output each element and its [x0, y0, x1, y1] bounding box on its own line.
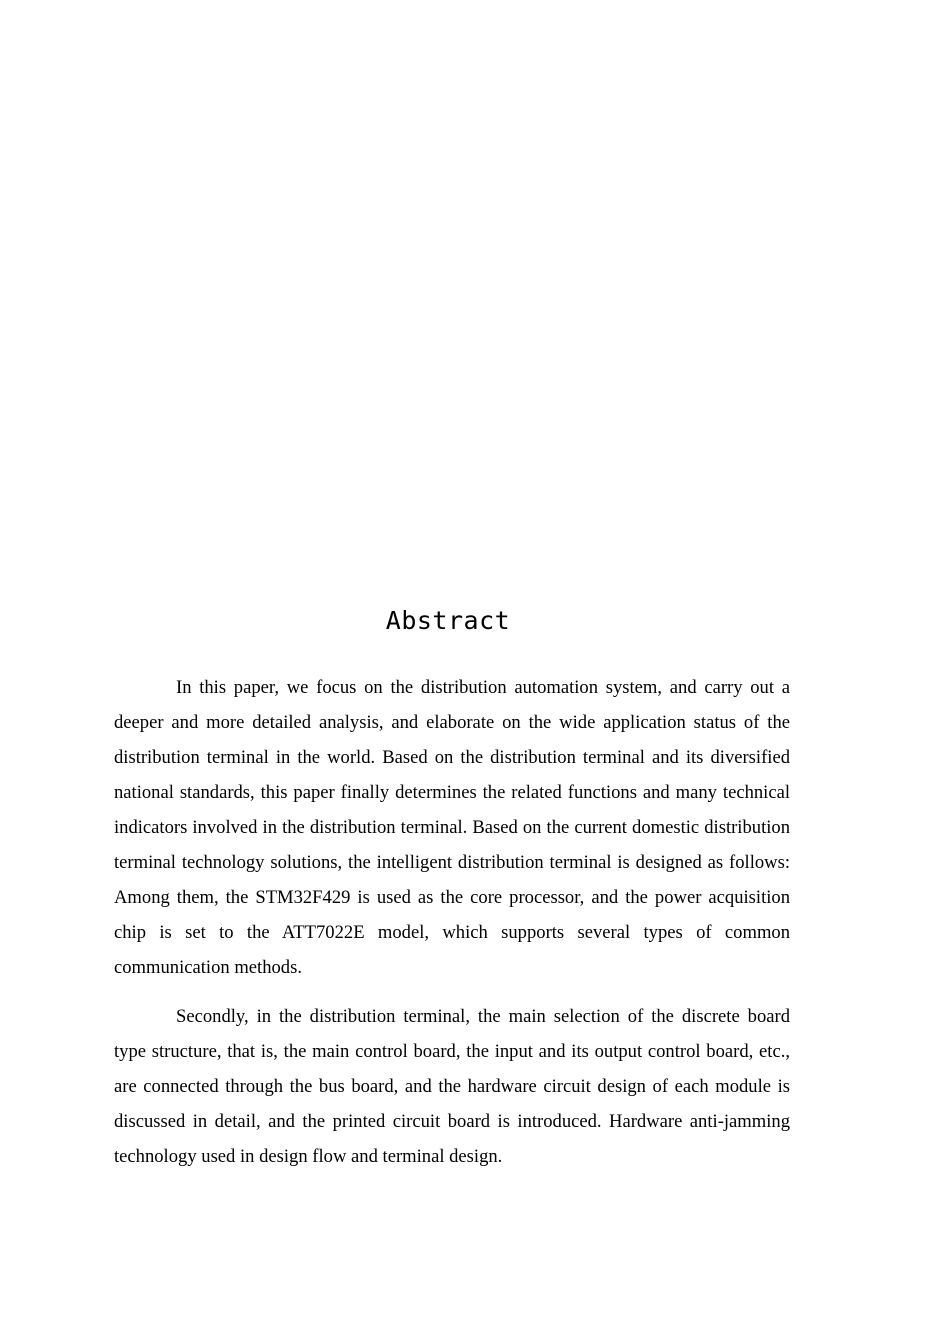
abstract-paragraph-2: Secondly, in the distribution terminal, the main selection of the discrete board type structure, that is, the main control board, the input and its output control board, etc., are connected through the bus board, and the hardware circuit design of each module is discussed in detail, and the printed circuit board is introduced. Hardware anti-jamming technology used in design flow and terminal design.	[114, 1006, 790, 1167]
abstract-title: Abstract	[385, 606, 511, 635]
abstract-paragraph-1: In this paper, we focus on the distribution automation system, and carry out a deeper and more detailed analysis, and elaborate on the wide application status of the distribution terminal in the world. Based on the distribution terminal and its diversified national standards, this paper finally determines the related functions and many technical indicators involved in the distribution terminal. Based on the current domestic distribution terminal technology solutions, the intelligent distribution terminal is designed as follows: Among them, the STM32F429 is used as the core processor, and the power acquisition chip is set to the ATT7022E model, which supports several types of common communication methods.	[114, 677, 790, 978]
